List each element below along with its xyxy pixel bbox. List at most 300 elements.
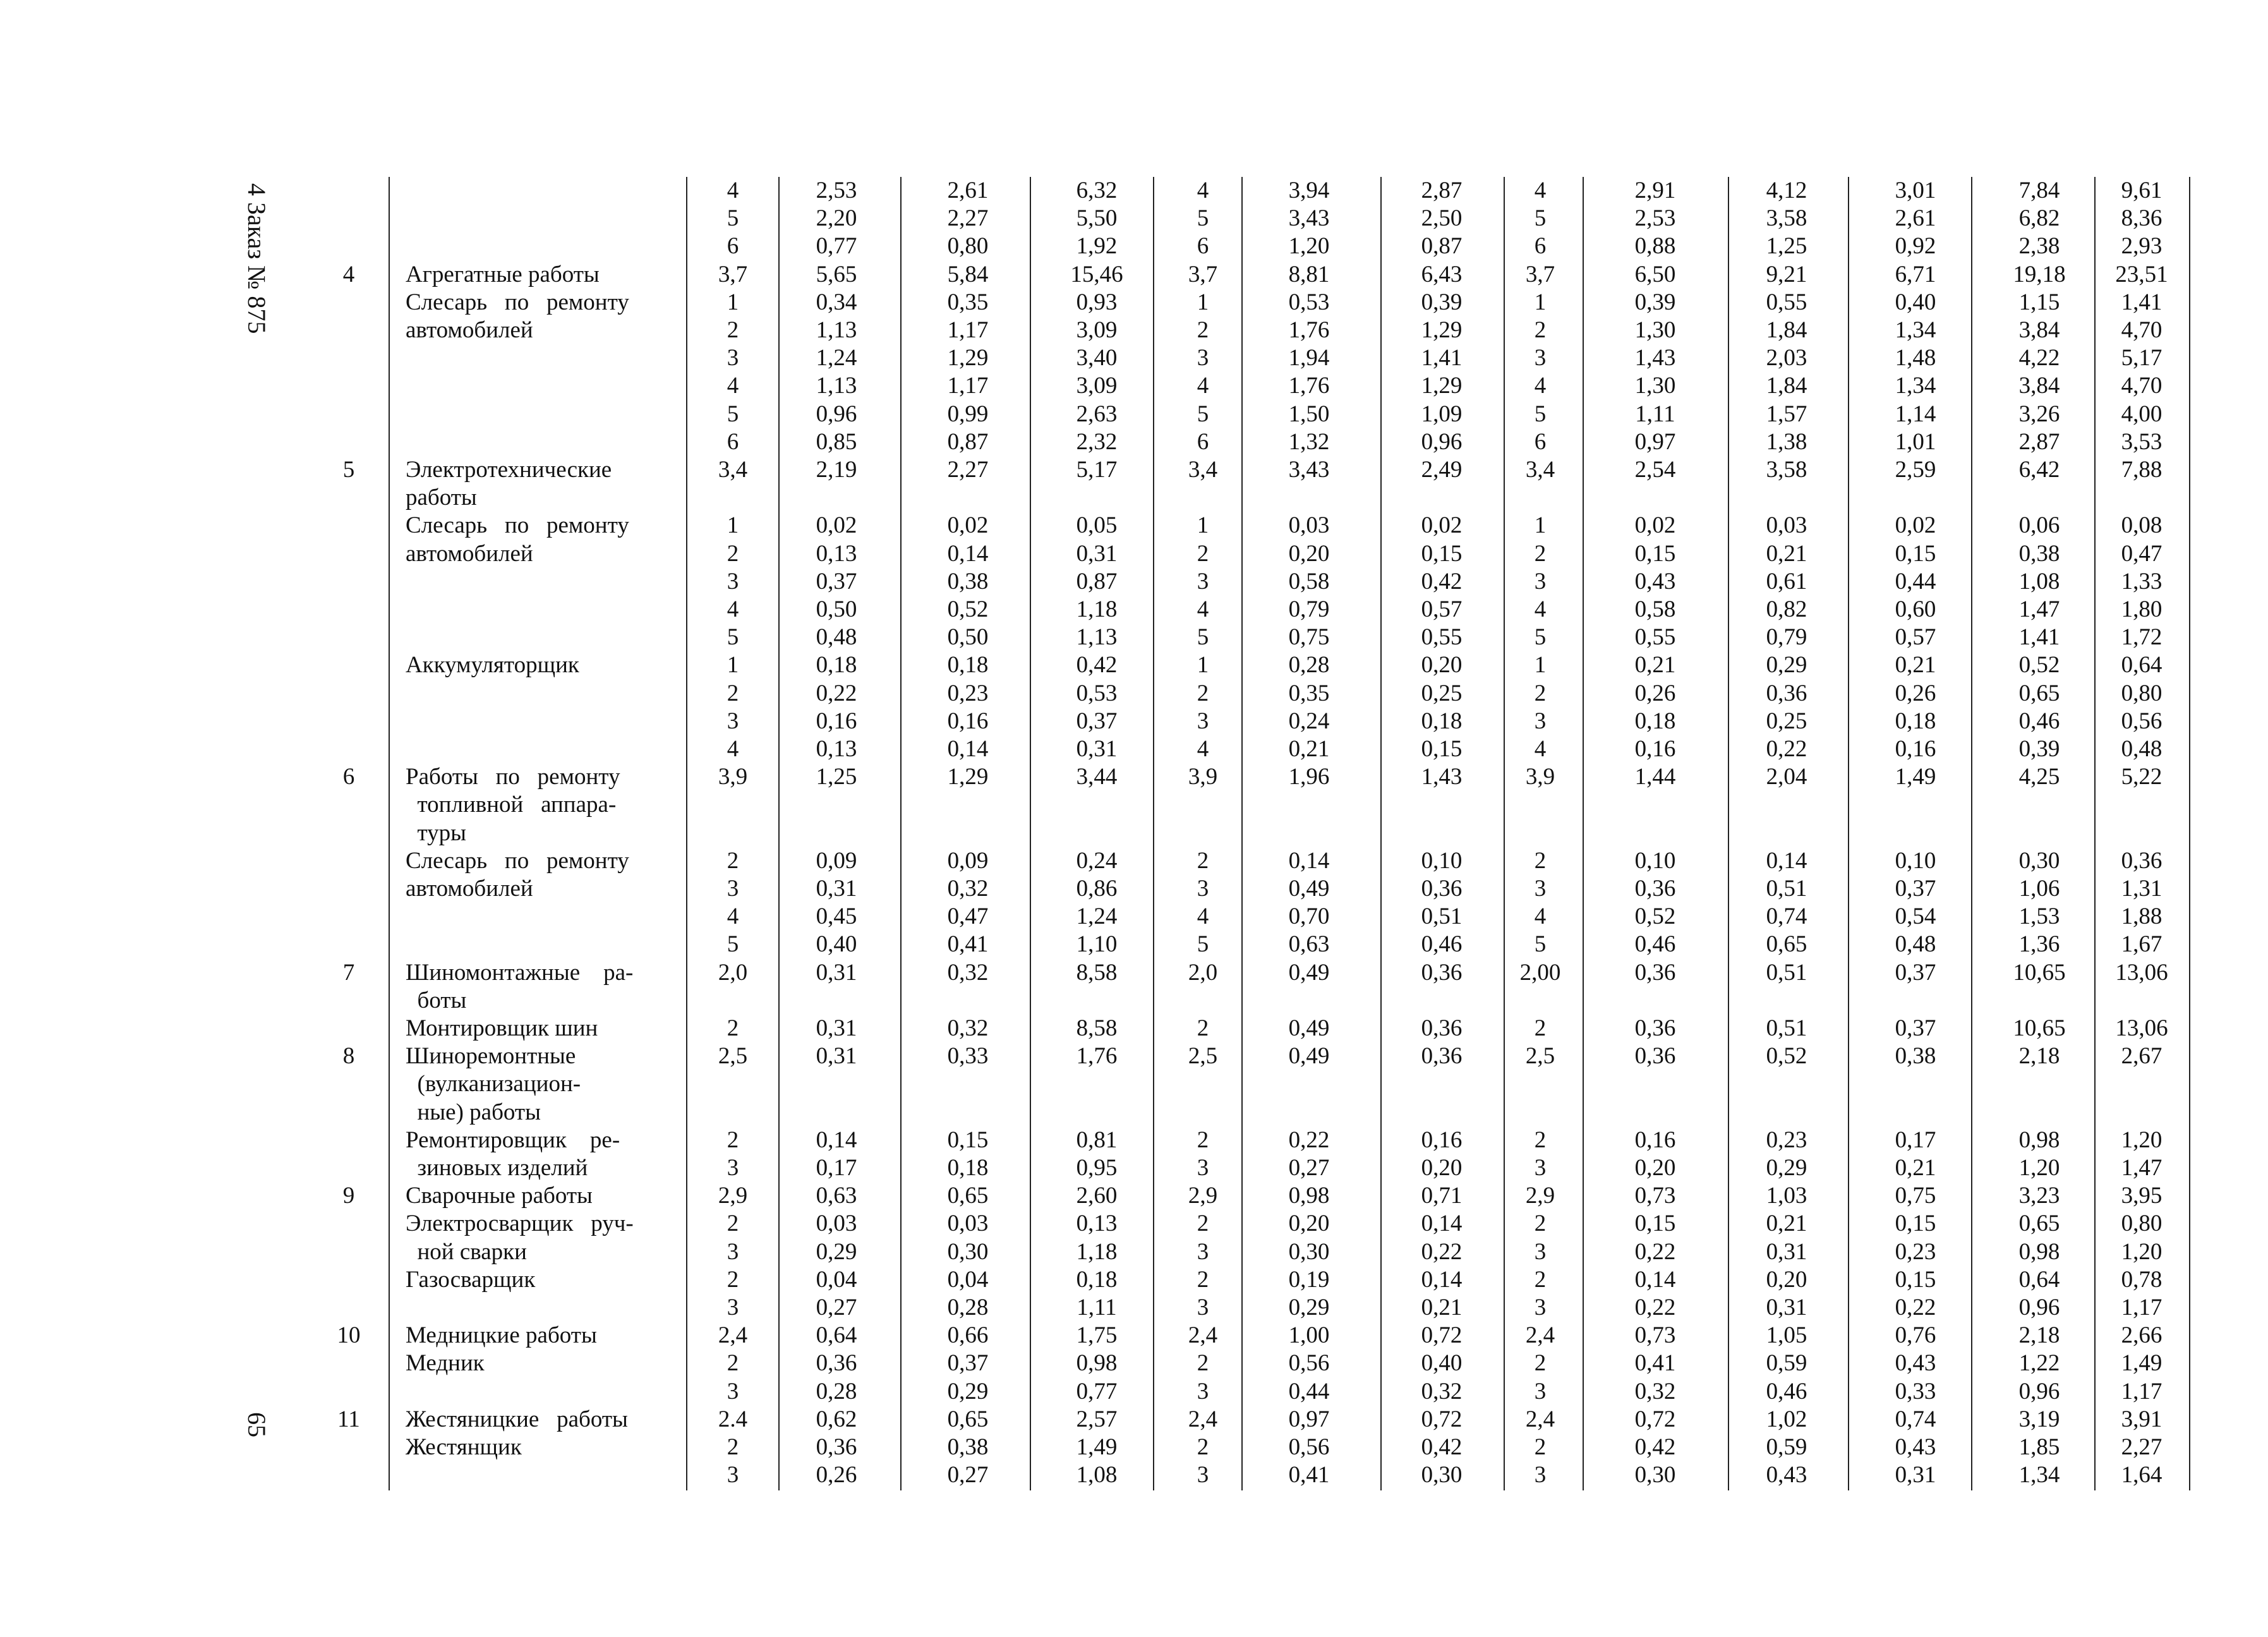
table-cell: 2,00 [1519, 959, 1561, 986]
table-cell: 1,24 [1076, 903, 1118, 930]
table-cell: 0,18 [1634, 708, 1676, 734]
table-cell: 3 [1197, 1295, 1209, 1320]
table-cell: 1,25 [1766, 233, 1807, 260]
table-cell: 6,43 [1421, 261, 1463, 287]
table-cell: 0,06 [2018, 512, 2060, 539]
table-cell: 0,04 [816, 1266, 857, 1293]
table-cell: 3 [727, 1378, 739, 1404]
table-cell: 0,47 [947, 903, 989, 930]
table-cell: 2 [1534, 1211, 1547, 1237]
table-cell: 2,54 [1634, 457, 1676, 483]
table-cell: 2,27 [947, 457, 989, 483]
table-cell: 3,09 [1076, 373, 1118, 399]
table-cell: 0,58 [1634, 596, 1676, 622]
table-cell: 1,76 [1288, 373, 1330, 399]
table-cell: 0,39 [1634, 289, 1676, 315]
table-cell: 3 [1197, 1155, 1209, 1181]
column-rule [2189, 177, 2190, 1490]
table-cell: 1,44 [1634, 764, 1676, 790]
table-cell: 0,57 [1421, 596, 1463, 622]
table-cell: 2 [727, 847, 739, 874]
table-cell: 2,4 [1188, 1322, 1218, 1349]
table-cell: 1,67 [2121, 931, 2162, 958]
table-cell: 8,58 [1076, 1015, 1118, 1041]
table-cell: 2,50 [1421, 205, 1463, 232]
table-cell: 1,80 [2121, 596, 2162, 622]
table-cell: 0,96 [2018, 1378, 2060, 1404]
table-cell: 0,29 [816, 1238, 857, 1265]
table-cell: 2 [1197, 1434, 1209, 1460]
work-type-name: туры [406, 819, 467, 846]
table-cell: 1,20 [2121, 1238, 2162, 1265]
table-cell: 2,63 [1076, 401, 1118, 427]
table-cell: 23,51 [2115, 261, 2168, 287]
table-cell: 0,88 [1634, 233, 1676, 260]
table-cell: 0,26 [1895, 680, 1936, 706]
table-cell: 0,65 [2018, 680, 2060, 706]
table-cell: 0,32 [947, 876, 989, 902]
table-cell: 1,29 [947, 764, 989, 790]
table-cell: 0,08 [2121, 512, 2162, 539]
table-cell: 3 [1534, 708, 1547, 734]
table-cell: 0,57 [1895, 624, 1936, 651]
table-cell: 0,96 [1421, 428, 1463, 455]
table-cell: 1,72 [2121, 624, 2162, 651]
table-cell: 0,38 [947, 568, 989, 595]
table-cell: 2 [727, 1211, 739, 1237]
table-cell: 0,21 [1895, 652, 1936, 679]
table-cell: 0,33 [1895, 1378, 1936, 1404]
table-cell: 0,81 [1076, 1127, 1118, 1153]
table-cell: 0,39 [1421, 289, 1463, 315]
table-cell: 0,21 [1634, 652, 1676, 679]
table-cell: 8,81 [1288, 261, 1330, 287]
table-cell: 2 [727, 1350, 739, 1377]
table-cell: 0,53 [1076, 680, 1118, 706]
table-cell: 0,36 [816, 1350, 857, 1377]
table-cell: 0,38 [1895, 1043, 1936, 1070]
table-cell: 2 [1534, 680, 1547, 706]
table-cell: 0,36 [1634, 959, 1676, 986]
table-cell: 2,59 [1895, 457, 1936, 483]
table-cell: 0,32 [1421, 1378, 1463, 1404]
table-cell: 0,16 [947, 708, 989, 734]
table-cell: 0,30 [947, 1238, 989, 1265]
column-rule [1971, 177, 1972, 1490]
table-cell: 0,43 [1766, 1462, 1807, 1489]
table-cell: 0,42 [1421, 568, 1463, 595]
table-cell: 3 [1534, 568, 1547, 595]
work-type-name: Агрегатные работы [406, 261, 600, 287]
table-cell: 0,80 [947, 233, 989, 260]
table-cell: 0,22 [1634, 1295, 1676, 1320]
table-cell: 0,14 [1288, 847, 1330, 874]
work-type-name: Газосварщик [406, 1266, 536, 1293]
table-cell: 0,31 [816, 1043, 857, 1070]
work-type-name: Сварочные работы [406, 1183, 593, 1209]
table-cell: 0,14 [947, 736, 989, 762]
table-cell: 2 [1197, 1350, 1209, 1377]
row-number: 6 [342, 764, 355, 790]
table-cell: 3 [1197, 1238, 1209, 1265]
table-cell: 0,51 [1766, 959, 1807, 986]
table-cell: 3,09 [1076, 317, 1118, 343]
table-cell: 0,41 [947, 931, 989, 958]
table-cell: 0,22 [1421, 1238, 1463, 1265]
page-number: 65 [243, 1412, 271, 1437]
table-cell: 6,82 [2018, 205, 2060, 232]
table-cell: 0,42 [1634, 1434, 1676, 1460]
table-cell: 5,17 [1076, 457, 1118, 483]
table-cell: 5 [1197, 624, 1209, 651]
table-cell: 0,75 [1895, 1183, 1936, 1209]
table-cell: 2 [727, 1127, 739, 1153]
table-cell: 0,51 [1766, 876, 1807, 902]
table-cell: 0,20 [1288, 1211, 1330, 1237]
table-cell: 0,03 [947, 1211, 989, 1237]
table-cell: 5 [1197, 401, 1209, 427]
table-cell: 0,63 [816, 1183, 857, 1209]
column-rule [1848, 177, 1849, 1490]
table-cell: 0,93 [1076, 289, 1118, 315]
table-cell: 0,09 [816, 847, 857, 874]
table-cell: 0,37 [1895, 876, 1936, 902]
table-cell: 13,06 [2115, 1015, 2168, 1041]
table-cell: 0,86 [1076, 876, 1118, 902]
table-cell: 4,00 [2121, 401, 2162, 427]
table-cell: 2 [1534, 1015, 1547, 1041]
table-cell: 0,55 [1766, 289, 1807, 315]
table-cell: 6 [1534, 233, 1547, 260]
table-cell: 1,38 [1766, 428, 1807, 455]
table-cell: 0,04 [947, 1266, 989, 1293]
table-cell: 4 [1534, 596, 1547, 622]
work-type-name: Слесарь по ремонту [406, 847, 629, 874]
work-type-name: Работы по ремонту [406, 764, 620, 790]
table-cell: 0,19 [1288, 1266, 1330, 1293]
table-cell: 2 [1197, 317, 1209, 343]
table-cell: 0,76 [1895, 1322, 1936, 1349]
table-cell: 0,37 [947, 1350, 989, 1377]
table-cell: 2,0 [1188, 959, 1218, 986]
row-number: 4 [342, 261, 355, 287]
table-cell: 0,38 [947, 1434, 989, 1460]
table-cell: 0,52 [1766, 1043, 1807, 1070]
table-cell: 5 [1534, 931, 1547, 958]
table-cell: 0,36 [1421, 1015, 1463, 1041]
table-cell: 3 [1534, 1295, 1547, 1320]
table-cell: 2 [727, 540, 739, 567]
work-type-name: Монтировщик шин [406, 1015, 598, 1041]
table-cell: 0,36 [1634, 1015, 1676, 1041]
table-cell: 0,49 [1288, 876, 1330, 902]
table-cell: 0,10 [1421, 847, 1463, 874]
table-cell: 0,16 [816, 708, 857, 734]
table-cell: 0,03 [1288, 512, 1330, 539]
table-cell: 2 [1534, 1127, 1547, 1153]
table-cell: 1,17 [2121, 1378, 2162, 1404]
table-cell: 0,14 [1766, 847, 1807, 874]
table-cell: 6 [727, 428, 739, 455]
table-cell: 0,64 [2121, 652, 2162, 679]
work-type-name: Электросварщик руч- [406, 1211, 634, 1237]
table-cell: 1,34 [2018, 1462, 2060, 1489]
table-cell: 4 [1197, 373, 1209, 399]
table-cell: 3,9 [718, 764, 748, 790]
table-cell: 1,43 [1634, 345, 1676, 371]
table-cell: 6,32 [1076, 178, 1118, 203]
table-cell: 1,96 [1288, 764, 1330, 790]
table-cell: 1,50 [1288, 401, 1330, 427]
table-cell: 2.4 [718, 1406, 748, 1432]
work-type-name: Медницкие работы [406, 1322, 597, 1349]
column-rule [2094, 177, 2096, 1490]
table-cell: 0,39 [2018, 736, 2060, 762]
table-cell: 9,21 [1766, 261, 1807, 287]
table-cell: 1 [1197, 512, 1209, 539]
column-rule [1153, 177, 1154, 1490]
table-cell: 0,43 [1895, 1350, 1936, 1377]
column-rule [778, 177, 780, 1490]
table-cell: 0,31 [1766, 1295, 1807, 1320]
table-cell: 4,22 [2018, 345, 2060, 371]
table-cell: 0,30 [1421, 1462, 1463, 1489]
table-cell: 0,03 [816, 1211, 857, 1237]
table-cell: 1,33 [2121, 568, 2162, 595]
table-cell: 2,38 [2018, 233, 2060, 260]
table-cell: 0,22 [1288, 1127, 1330, 1153]
table-cell: 1,29 [947, 345, 989, 371]
table-cell: 2 [727, 1266, 739, 1293]
table-cell: 0,21 [1288, 736, 1330, 762]
table-cell: 3 [1197, 876, 1209, 902]
table-cell: 3,7 [1525, 261, 1555, 287]
table-cell: 0,32 [947, 1015, 989, 1041]
table-cell: 1,84 [1766, 317, 1807, 343]
table-cell: 0,79 [1288, 596, 1330, 622]
table-cell: 0,87 [1421, 233, 1463, 260]
table-cell: 5 [1534, 205, 1547, 232]
table-cell: 3,43 [1288, 457, 1330, 483]
table-cell: 0,77 [1076, 1378, 1118, 1404]
table-cell: 3 [1534, 1378, 1547, 1404]
table-cell: 3 [1197, 345, 1209, 371]
table-cell: 0,70 [1288, 903, 1330, 930]
table-cell: 0,14 [1421, 1266, 1463, 1293]
table-cell: 3,7 [1188, 261, 1218, 287]
table-cell: 3 [1534, 876, 1547, 902]
table-cell: 0,98 [2018, 1238, 2060, 1265]
table-cell: 0,05 [1076, 512, 1118, 539]
order-number-label: 4 Заказ № 875 [243, 183, 271, 334]
table-cell: 1,84 [1766, 373, 1807, 399]
table-cell: 1,49 [2121, 1350, 2162, 1377]
row-number: 10 [337, 1322, 361, 1349]
table-cell: 3 [1534, 345, 1547, 371]
table-cell: 2 [1534, 1350, 1547, 1377]
table-cell: 2 [727, 680, 739, 706]
table-cell: 1,20 [2018, 1155, 2060, 1181]
table-cell: 0,02 [816, 512, 857, 539]
table-cell: 0,44 [1895, 568, 1936, 595]
table-cell: 0,15 [1421, 540, 1463, 567]
table-cell: 1,01 [1895, 428, 1936, 455]
table-cell: 1,11 [1077, 1295, 1117, 1320]
work-type-name: Шиномонтажные ра- [406, 959, 634, 986]
table-cell: 0,46 [1766, 1378, 1807, 1404]
table-cell: 2 [1197, 847, 1209, 874]
table-cell: 3,84 [2018, 373, 2060, 399]
table-cell: 0,20 [1634, 1155, 1676, 1181]
table-cell: 0,51 [1766, 1015, 1807, 1041]
work-type-name: автомобилей [406, 317, 533, 343]
table-cell: 5 [1197, 931, 1209, 958]
table-cell: 1,30 [1634, 317, 1676, 343]
table-cell: 0,10 [1895, 847, 1936, 874]
table-cell: 2 [1534, 1266, 1547, 1293]
table-cell: 2,4 [1188, 1406, 1218, 1432]
table-cell: 5 [727, 401, 739, 427]
table-cell: 6 [1197, 428, 1209, 455]
table-cell: 0,20 [1288, 540, 1330, 567]
work-type-name: Слесарь по ремонту [406, 289, 629, 315]
table-cell: 0,50 [947, 624, 989, 651]
table-cell: 0,31 [816, 959, 857, 986]
table-cell: 7,88 [2121, 457, 2162, 483]
table-cell: 0,40 [816, 931, 857, 958]
table-cell: 3,53 [2121, 428, 2162, 455]
table-cell: 4 [1197, 596, 1209, 622]
table-cell: 2,9 [1525, 1183, 1555, 1209]
table-cell: 0,36 [1634, 1043, 1676, 1070]
table-cell: 1,41 [2018, 624, 2060, 651]
table-cell: 5,65 [816, 261, 857, 287]
table-cell: 3,58 [1766, 205, 1807, 232]
work-type-name: (вулканизацион- [406, 1071, 581, 1097]
table-cell: 3,91 [2121, 1406, 2162, 1432]
table-cell: 1,31 [2121, 876, 2162, 902]
table-cell: 0,14 [816, 1127, 857, 1153]
table-cell: 1,49 [1076, 1434, 1118, 1460]
table-cell: 0,73 [1634, 1183, 1676, 1209]
table-cell: 0,72 [1634, 1406, 1676, 1432]
table-cell: 1,17 [2121, 1295, 2162, 1320]
column-rule [1241, 177, 1243, 1490]
table-cell: 3 [1197, 1378, 1209, 1404]
work-type-name: Слесарь по ремонту [406, 512, 629, 539]
table-cell: 1,18 [1076, 1238, 1118, 1265]
table-cell: 3,95 [2121, 1183, 2162, 1209]
work-type-name: Электротехнические [406, 457, 612, 483]
table-cell: 0,18 [1895, 708, 1936, 734]
table-cell: 6 [1197, 233, 1209, 260]
table-cell: 5 [727, 624, 739, 651]
table-cell: 0,22 [1634, 1238, 1676, 1265]
table-cell: 4,70 [2121, 373, 2162, 399]
table-cell: 0,79 [1766, 624, 1807, 651]
table-cell: 0,15 [1895, 540, 1936, 567]
table-cell: 1 [1534, 289, 1547, 315]
row-number: 9 [342, 1183, 355, 1209]
row-number: 5 [342, 457, 355, 483]
table-cell: 0,72 [1421, 1322, 1463, 1349]
table-cell: 1,13 [816, 373, 857, 399]
table-cell: 6 [1534, 428, 1547, 455]
table-cell: 1,41 [1421, 345, 1463, 371]
table-cell: 0,55 [1421, 624, 1463, 651]
table-cell: 1,92 [1076, 233, 1118, 260]
table-cell: 0,22 [1766, 736, 1807, 762]
table-cell: 3,94 [1288, 178, 1330, 203]
table-cell: 0,65 [947, 1406, 989, 1432]
table-cell: 0,53 [1288, 289, 1330, 315]
table-cell: 0,40 [1895, 289, 1936, 315]
table-cell: 0,60 [1895, 596, 1936, 622]
table-cell: 1,49 [1895, 764, 1936, 790]
table-cell: 6,50 [1634, 261, 1676, 287]
table-cell: 4 [727, 178, 739, 203]
table-cell: 0,28 [947, 1295, 989, 1320]
table-cell: 0,65 [947, 1183, 989, 1209]
table-cell: 2,49 [1421, 457, 1463, 483]
table-cell: 2,87 [2018, 428, 2060, 455]
row-number: 7 [342, 959, 355, 986]
table-cell: 2,18 [2018, 1322, 2060, 1349]
table-cell: 1,24 [816, 345, 857, 371]
table-cell: 1,30 [1634, 373, 1676, 399]
work-type-name: ные) работы [406, 1099, 541, 1125]
table-cell: 0,18 [816, 652, 857, 679]
table-cell: 3,40 [1076, 345, 1118, 371]
table-cell: 0,14 [947, 540, 989, 567]
table-cell: 3,7 [718, 261, 748, 287]
table-cell: 0,78 [2121, 1266, 2162, 1293]
table-cell: 3,4 [1525, 457, 1555, 483]
table-cell: 0,28 [816, 1378, 857, 1404]
table-cell: 2,57 [1076, 1406, 1118, 1432]
column-rule [1583, 177, 1584, 1490]
table-cell: 0,15 [1895, 1266, 1936, 1293]
table-cell: 1,18 [1076, 596, 1118, 622]
table-cell: 0,30 [1288, 1238, 1330, 1265]
table-cell: 0,16 [1421, 1127, 1463, 1153]
table-cell: 7,84 [2018, 178, 2060, 203]
table-cell: 1,00 [1288, 1322, 1330, 1349]
table-cell: 0,42 [1421, 1434, 1463, 1460]
work-type-name: Жестяницкие работы [406, 1406, 628, 1432]
table-cell: 0,41 [1634, 1350, 1676, 1377]
table-cell: 3,26 [2018, 401, 2060, 427]
work-type-name: Ремонтировщик ре- [406, 1127, 620, 1153]
table-cell: 0,14 [1421, 1211, 1463, 1237]
table-cell: 1,34 [1895, 373, 1936, 399]
table-cell: 0,52 [947, 596, 989, 622]
table-cell: 2,19 [816, 457, 857, 483]
table-cell: 0,16 [1895, 736, 1936, 762]
table-cell: 0,36 [816, 1434, 857, 1460]
table-cell: 0,37 [1895, 959, 1936, 986]
table-cell: 0,15 [1634, 540, 1676, 567]
table-cell: 2 [1534, 847, 1547, 874]
table-cell: 0,85 [816, 428, 857, 455]
table-cell: 1,32 [1288, 428, 1330, 455]
table-cell: 0,09 [947, 847, 989, 874]
table-cell: 0,72 [1421, 1406, 1463, 1432]
table-cell: 0,45 [816, 903, 857, 930]
table-cell: 6,71 [1895, 261, 1936, 287]
table-cell: 0,21 [1895, 1155, 1936, 1181]
table-cell: 2,5 [718, 1043, 748, 1070]
